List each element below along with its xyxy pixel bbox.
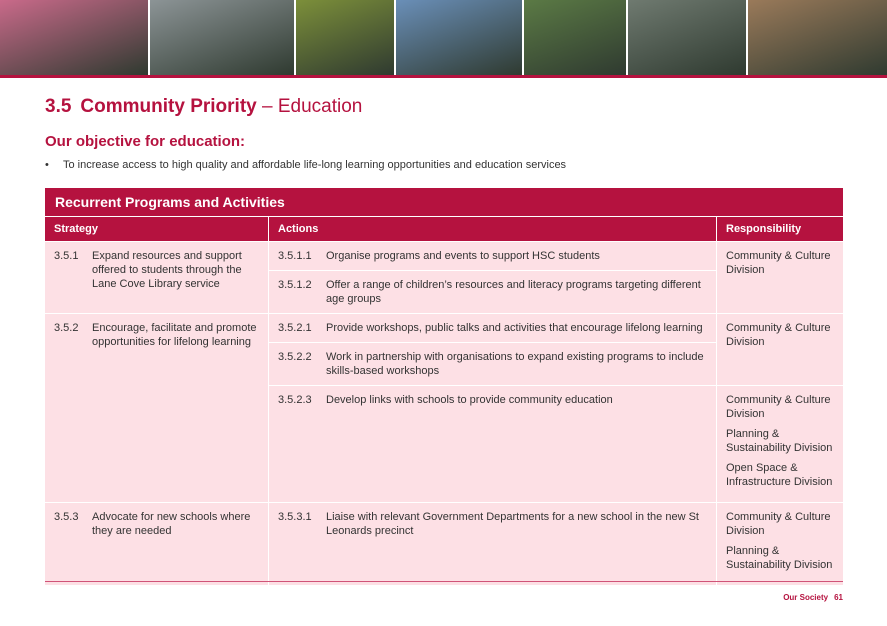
- building-plaza-photo: [748, 0, 887, 75]
- action-code: 3.5.2.1: [278, 322, 312, 334]
- page-title: [45, 96, 362, 118]
- title-light: – Education: [262, 96, 363, 117]
- objective-title: Our objective for education:: [45, 133, 246, 150]
- children-playing-photo: [0, 0, 148, 75]
- responsibility-division: Planning & Sustainability Division: [726, 545, 833, 571]
- header-actions: Actions: [269, 217, 717, 241]
- responsibility-division: Community & Culture Division: [726, 511, 831, 537]
- photo-banner: [0, 0, 887, 75]
- action-text: Work in partnership with organisations to expand existing programs to include skills-based workshops: [326, 351, 704, 377]
- responsibility-cell: [717, 314, 843, 385]
- action-item: [269, 342, 716, 385]
- objective-text: To increase access to high quality and affordable life-long learning opportunities and education services: [63, 159, 567, 171]
- footer-section: Our Society: [783, 593, 829, 602]
- strategy-cell: [45, 242, 269, 313]
- street-walkers-photo: [628, 0, 746, 75]
- action-text: Provide workshops, public talks and activities that encourage lifelong learning: [326, 322, 703, 334]
- action-text: Offer a range of children’s resources and literacy programs targeting different age groups: [326, 279, 701, 305]
- responsibility-division: Planning & Sustainability Division: [726, 428, 833, 454]
- footer-divider: [45, 581, 843, 582]
- responsibility-division: Community & Culture Division: [726, 322, 831, 348]
- responsibility-cell: [717, 386, 843, 502]
- strategy-text: Advocate for new schools where they are needed: [92, 511, 251, 537]
- action-item: [269, 314, 716, 342]
- table-body: [45, 241, 843, 585]
- responsibility-division: Community & Culture Division: [726, 250, 831, 276]
- table-row: [45, 502, 843, 585]
- strategy-cell: [45, 314, 269, 502]
- table-row: [45, 313, 843, 502]
- action-group: [269, 314, 843, 385]
- actions-cell: [269, 314, 717, 385]
- actions-cell: [269, 242, 717, 313]
- strategy-text: Encourage, facilitate and promote opportunities for lifelong learning: [92, 322, 257, 348]
- action-item: [269, 242, 716, 270]
- actions-cell: [269, 503, 717, 585]
- action-code: 3.5.3.1: [278, 511, 312, 523]
- table-row: [45, 241, 843, 313]
- responsibility-division: Community & Culture Division: [726, 394, 831, 420]
- action-group: [269, 242, 843, 313]
- action-text: Develop links with schools to provide community education: [326, 394, 613, 406]
- strategy-code: 3.5.2: [54, 322, 79, 334]
- objective-bullet: [45, 159, 566, 171]
- header-responsibility: Responsibility: [726, 223, 802, 235]
- action-item: [269, 503, 716, 545]
- family-in-garden-photo: [524, 0, 626, 75]
- table-title: Recurrent Programs and Activities: [45, 188, 843, 216]
- action-item: [269, 386, 716, 414]
- action-group: [269, 385, 843, 502]
- page-footer: [783, 593, 843, 602]
- action-code: 3.5.2.2: [278, 351, 312, 363]
- action-group: [269, 503, 843, 585]
- strategy-text: Expand resources and support offered to students through the Lane Cove Library service: [92, 250, 242, 290]
- kids-stacking-blocks-photo: [396, 0, 522, 75]
- action-code: 3.5.1.1: [278, 250, 312, 262]
- electric-cars-charging-photo: [150, 0, 294, 75]
- strategy-cell: [45, 503, 269, 585]
- bullet-icon: •: [45, 159, 49, 171]
- actions-cell: [269, 386, 717, 502]
- responsibility-cell: [717, 503, 843, 585]
- page-number: 61: [834, 593, 843, 602]
- strategy-code: 3.5.1: [54, 250, 79, 262]
- title-bold: Community Priority: [80, 96, 257, 117]
- frog-photo: [296, 0, 394, 75]
- responsibility-division: Open Space & Infrastructure Division: [726, 462, 833, 488]
- strategy-code: 3.5.3: [54, 511, 79, 523]
- banner-divider: [0, 75, 887, 78]
- programs-table: [45, 188, 843, 585]
- section-number: 3.5: [45, 96, 72, 117]
- action-code: 3.5.1.2: [278, 279, 312, 291]
- header-strategy: Strategy: [45, 217, 269, 241]
- action-item: [269, 270, 716, 313]
- table-header-row: [45, 216, 843, 241]
- action-code: 3.5.2.3: [278, 394, 312, 406]
- responsibility-cell: [717, 242, 843, 313]
- action-text: Organise programs and events to support HSC students: [326, 250, 600, 262]
- action-text: Liaise with relevant Government Departments for a new school in the new St Leonards precinct: [326, 511, 699, 537]
